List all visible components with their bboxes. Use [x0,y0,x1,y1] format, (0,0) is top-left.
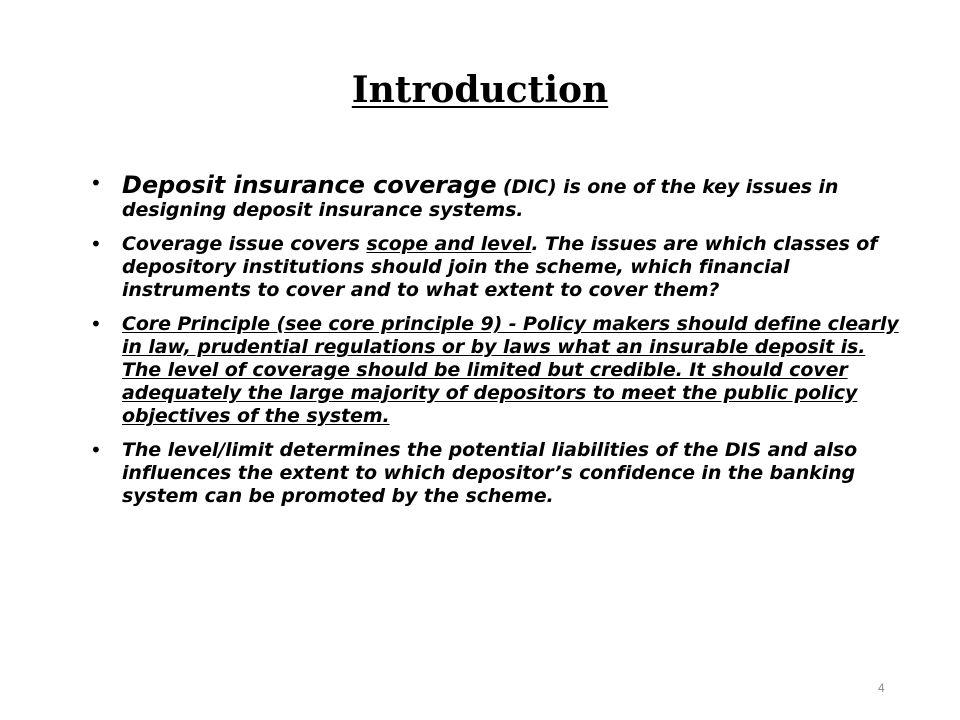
bullet-item-core-principle [90,313,905,428]
bullet-underlined-text: Core Principle (see core principle 9) - Policy makers should define clearly in law, prudential regulations or by laws what an insurable deposit is. The level of coverage should be limited but credible. It should cover adequately the large majority of depositors to meet the public policy objectives of the system. [122,313,899,427]
bullet-list [90,172,905,519]
bullet-text-before: Coverage issue covers [122,233,367,255]
bullet-text: (DIC) is one of the key issues in designing deposit insurance systems. [122,176,839,221]
bullet-dot-icon: • [90,171,102,195]
slide-title: Introduction [351,69,609,111]
bullet-item-level-limit [90,439,905,508]
bullet-item-scope [90,233,905,302]
bullet-dot-icon: • [90,232,102,256]
page-number: 4 [878,681,885,695]
bullet-dot-icon: • [90,438,102,462]
bullet-text: The level/limit determines the potential liabilities of the DIS and also influences the extent to which depositor’s confidence in the banking system can be promoted by the scheme. [122,439,858,507]
bullet-dot-icon: • [90,312,102,336]
bullet-text-after: . The issues are which classes of depository institutions should join the scheme, which financial instruments to cover and to what extent to cover them? [122,233,878,301]
bullet-item-coverage [90,172,905,222]
bullet-underlined-text: scope and level [366,233,532,255]
bullet-lead-text: Deposit insurance coverage [122,171,497,199]
